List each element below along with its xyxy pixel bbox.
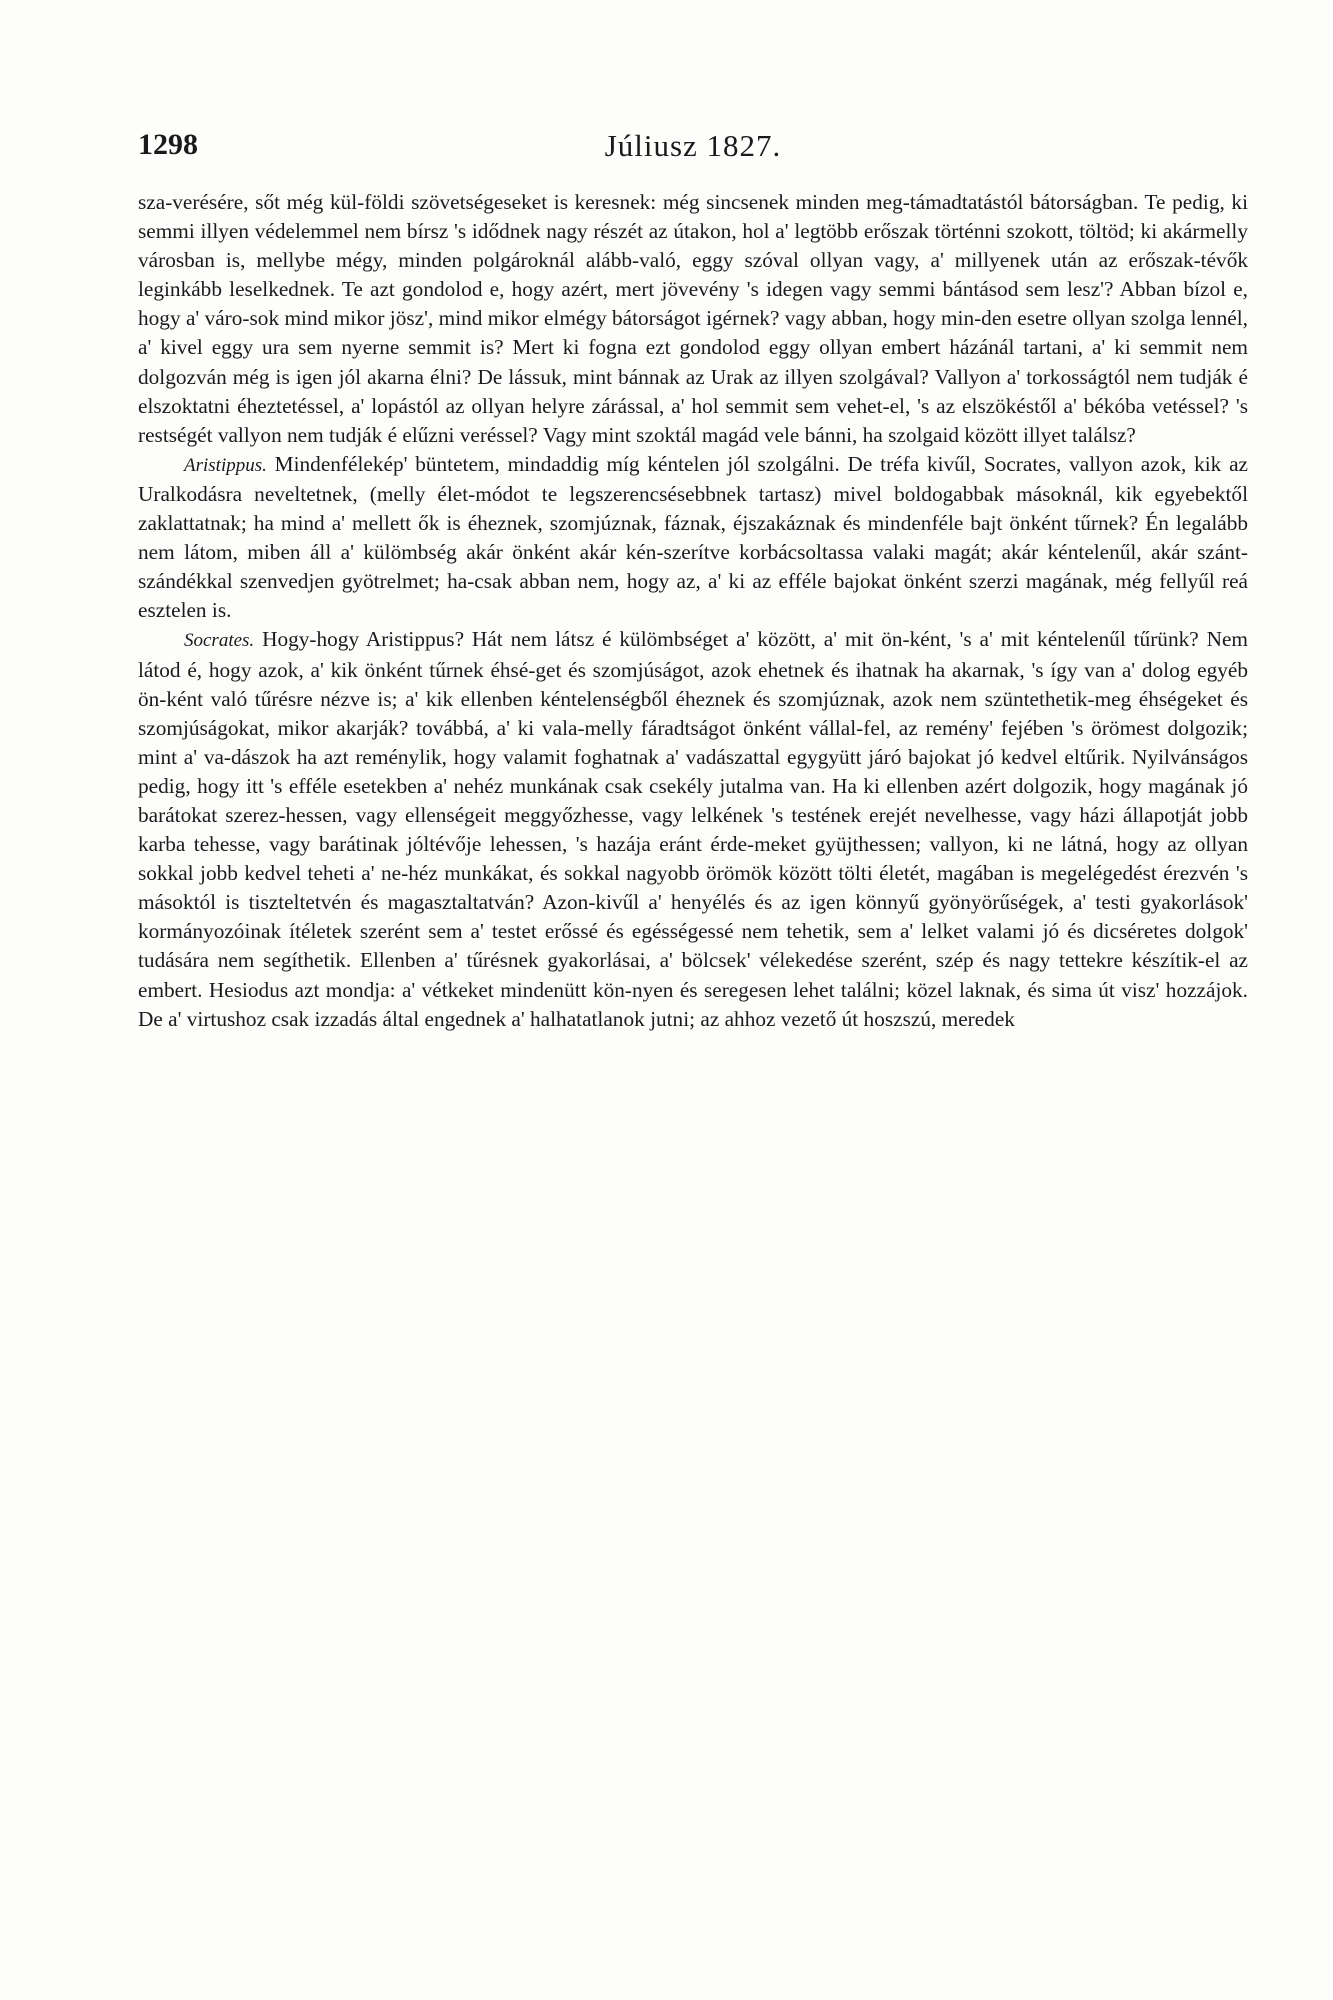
paragraph-text: Mindenfélekép' büntetem, mindaddig míg kéntelen jól szolgálni. De tréfa kivűl, Socrates, vallyon azok, kik az Uralkodásra neveltetnek, (melly élet-módot te legszerencsésebbnek tartasz) mivel boldogabbak másoknál, kik egyebektől zaklattatnak; ha mind a' mellett ők is éheznek, szomjúznak, fáznak, éjszakáznak és mindenféle bajt önként tűrnek? Én legalább nem látom, miben áll a' külömbség akár önként akár kén-szerítve korbácsoltassa valaki magát; akár kéntelenűl, akár szánt-szándékkal szenvedjen gyötrelmet; ha-csak abban nem, hogy az, a' ki az efféle bajokat önként szerzi magának, még fellyűl reá esztelen is. (138, 451, 1248, 623)
page-number: 1298 (138, 128, 198, 161)
speaker-label: Aristippus. (184, 454, 267, 476)
paragraph-aristippus (138, 450, 1248, 626)
speaker-label: Socrates. (184, 630, 255, 652)
page-header (138, 128, 1248, 168)
paragraph-text: sza-verésére, sőt még kül-földi szövetségeseket is keresnek: még sincsenek minden meg-támadtatástól bátorságban. Te pedig, ki semmi illyen védelemmel nem bírsz 's idődnek nagy részét az útakon, hol a' legtöbb erőszak történni szokott, töltöd; ki akármelly városban is, mellybe mégy, minden polgároknál alább-való, eggy szóval ollyan vagy, a' millyenek után az erőszak-tévők leginkább leselkednek. Te azt gondolod e, hogy azért, mert jövevény 's idegen vagy semmi bántásod sem lesz'? Abban bízol e, hogy a' váro-sok mind mikor jösz', mind mikor elmégy bátorságot igérnek? vagy abban, hogy min-den esetre ollyan szolga lennél, a' kivel eggy ura sem nyerne semmit is? Mert ki fogna ezt gondolod eggy ollyan embert házánál tartani, a' ki semmit nem dolgozván még is igen jól akarna élni? De lássuk, mint bánnak az Urak az illyen szolgával? Vallyon a' torkosságtól nem tudják é elszoktatni éheztetéssel, a' lopástól az ollyan helyre zárással, a' hol semmit sem vehet-el, 's az elszökéstől a' békóba vetéssel? 's restségét vallyon nem tudják é elűzni veréssel? Vagy mint szoktál magád vele bánni, ha szolgaid között illyet találsz? (138, 190, 1248, 447)
running-title: Júliusz 1827. (604, 128, 782, 163)
paragraph-text: Hogy-hogy Aristippus? Hát nem látsz é külömbséget a' között, a' mit ön-ként, 's a' mit kéntelenűl tűrünk? Nem látod é, hogy azok, a' kik önként tűrnek éhsé-get és szomjúságot, azok ehetnek és ihatnak ha akarnak, 's így van a' dolog egyéb ön-ként való tűrésre nézve is; a' kik ellenben kéntelenségből éheznek és szomjúznak, azok nem szüntethetik-meg éhségeket és szomjúságokat, mikor akarják? továbbá, a' ki vala-melly fáradtságot önként vállal-fel, az remény' fejében 's örömest dolgozik; mint a' va-dászok ha azt reménylik, hogy valamit foghatnak a' vadászattal egygyütt járó bajokat jó kedvel eltűrik. Nyilvánságos pedig, hogy itt 's efféle esetekben a' nehéz munkának csak csekély jutalma van. Ha ki ellenben azért dolgozik, hogy magának jó barátokat szerez-hessen, vagy ellenségeit meggyőzhesse, vagy lelkének 's testének erejét nevelhesse, vagy házi állapotját jobb karba tehesse, vagy barátinak jóltévője lehessen, 's hazája eránt érde-meket gyüjthessen; vallyon, ki ne látná, hogy az ollyan sokkal jobb kedvel teheti a' ne-héz munkákat, és sokkal nagyobb örömök között tölti életét, magában is megelégedést érezvén 's másoktól is tiszteltetvén és magasztaltatván? Azon-kivűl a' henyélés és az igen könnyű gyönyörűségek, a' testi gyakorlások' kormányozóinak ítéletek szerént sem a' testet erőssé és egésségessé nem tehetik, sem a' lelket valami jó és dicséretes dolgok' tudására nem segíthetik. Ellenben a' tűrésnek gyakorlásai, a' bölcsek' vélekedése szerént, szép és nagy tettekre készítik-el az embert. Hesiodus azt mondja: a' vétkeket mindenütt kön-nyen és seregesen lehet találni; közel laknak, és sima út visz' hozzájok. De a' virtushoz csak izzadás által engednek a' halhatatlanok jutni; az ahhoz vezető út hoszszú, meredek (138, 627, 1248, 1031)
paragraph-socrates (138, 625, 1248, 1033)
body-text (138, 188, 1248, 1034)
paragraph-continued (138, 188, 1248, 450)
